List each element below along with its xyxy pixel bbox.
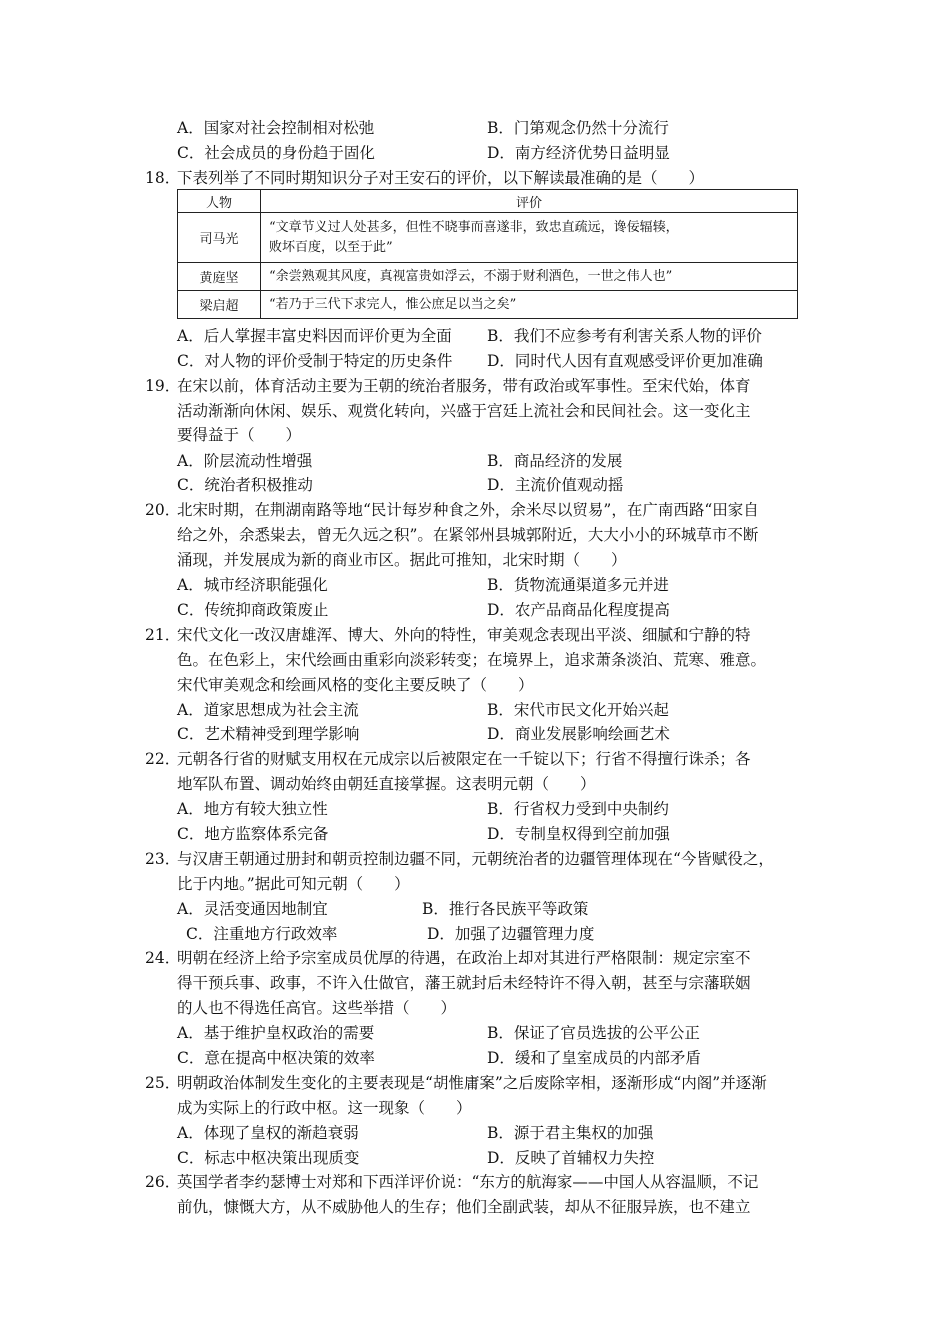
table-header-row (178, 190, 798, 213)
q20-option-d[interactable]: D．农产品商品化程度提高 (487, 601, 670, 619)
q18-option-b[interactable]: B．我们不应参考有利害关系人物的评价 (487, 327, 762, 345)
q18-option-d[interactable]: D．同时代人因有直观感受评价更加准确 (487, 352, 763, 370)
table-row (178, 263, 798, 291)
q23-option-b[interactable]: B．推行各民族平等政策 (422, 900, 589, 918)
q25-option-a[interactable]: A．体现了皇权的渐趋衰弱 (177, 1124, 359, 1142)
q23-stem-line: 比于内地。”据此可知元朝（ ） (177, 875, 410, 893)
q24-stem-line: 明朝在经济上给予宗室成员优厚的待遇，在政治上却对其进行严格限制：规定宗室不 (177, 949, 751, 967)
q20-stem-line: 北宋时期，在荆湖南路等地“民计每岁种食之外，余米尽以贸易”，在广南西路“田家自 (177, 501, 759, 519)
q22-option-a[interactable]: A．地方有较大独立性 (177, 800, 328, 818)
q25-option-c[interactable]: C．标志中枢决策出现质变 (177, 1149, 360, 1167)
q23-option-a[interactable]: A．灵活变通因地制宜 (177, 900, 328, 918)
q25-number: 25． (145, 1074, 181, 1092)
q24-option-b[interactable]: B．保证了官员选拔的公平公正 (487, 1024, 700, 1042)
q21-stem-line: 色。在色彩上，宋代绘画由重彩向淡彩转变；在境界上，追求萧条淡泊、荒寒、雅意。 (177, 651, 767, 669)
q24-option-c[interactable]: C．意在提高中枢决策的效率 (177, 1049, 375, 1067)
q26-stem-line: 前仇，慷慨大方，从不威胁他人的生存；他们全副武装，却从不征服异族，也不建立 (177, 1198, 751, 1216)
q21-option-a[interactable]: A．道家思想成为社会主流 (177, 701, 359, 719)
q23-number: 23． (145, 850, 181, 868)
table-cell-evaluation (261, 291, 798, 319)
evaluation-line: “文章节义过人处甚多，但性不晓事而喜遂非，致忠直疏远，谗佞辐辏， (269, 219, 679, 235)
q24-option-a[interactable]: A．基于维护皇权政治的需要 (177, 1024, 375, 1042)
table-header-person: 人物 (178, 190, 261, 213)
q23-option-c[interactable]: C．注重地方行政效率 (186, 925, 338, 943)
table-cell-person: 黄庭坚 (178, 263, 261, 291)
q19-option-a[interactable]: A．阶层流动性增强 (177, 452, 313, 470)
q18-stem: 下表列举了不同时期知识分子对王安石的评价，以下解读最准确的是（ ） (177, 169, 705, 187)
q24-option-d[interactable]: D．缓和了皇室成员的内部矛盾 (487, 1049, 701, 1067)
q19-option-c[interactable]: C．统治者积极推动 (177, 476, 313, 494)
q21-stem-line: 宋代审美观念和绘画风格的变化主要反映了（ ） (177, 676, 534, 694)
q19-number: 19． (145, 377, 181, 395)
q23-stem-line: 与汉唐王朝通过册封和朝贡控制边疆不同，元朝统治者的边疆管理体现在“今皆赋役之， (177, 850, 774, 868)
table-cell-evaluation (261, 263, 798, 291)
table-cell-person: 司马光 (178, 213, 261, 263)
evaluation-line: “余尝熟观其风度，真视富贵如浮云，不溺于财利酒色，一世之伟人也” (269, 268, 673, 284)
table-row (178, 291, 798, 319)
q24-stem-line: 得干预兵事、政事，不许入仕做官，藩王就封后未经特许不得入朝，甚至与宗藩联姻 (177, 974, 751, 992)
q17-option-d[interactable]: D．南方经济优势日益明显 (487, 144, 670, 162)
table-cell-evaluation (261, 213, 798, 263)
q17-option-a[interactable]: A．国家对社会控制相对松弛 (177, 119, 375, 137)
q19-stem-line: 活动渐渐向休闲、娱乐、观赏化转向，兴盛于宫廷上流社会和民间社会。这一变化主 (177, 402, 751, 420)
q18-number: 18． (145, 169, 181, 187)
q19-option-b[interactable]: B．商品经济的发展 (487, 452, 623, 470)
q21-option-b[interactable]: B．宋代市民文化开始兴起 (487, 701, 669, 719)
q18-option-c[interactable]: C．对人物的评价受制于特定的历史条件 (177, 352, 453, 370)
q19-option-d[interactable]: D．主流价值观动摇 (487, 476, 624, 494)
q26-number: 26． (145, 1173, 181, 1191)
table-row (178, 213, 798, 263)
q21-stem-line: 宋代文化一改汉唐雄浑、博大、外向的特性，审美观念表现出平淡、细腻和宁静的特 (177, 626, 751, 644)
q19-stem-line: 要得益于（ ） (177, 426, 302, 444)
q22-option-d[interactable]: D．专制皇权得到空前加强 (487, 825, 670, 843)
q22-number: 22． (145, 750, 181, 768)
q17-option-b[interactable]: B．门第观念仍然十分流行 (487, 119, 669, 137)
table-header-evaluation: 评价 (261, 190, 798, 213)
q25-option-b[interactable]: B．源于君主集权的加强 (487, 1124, 654, 1142)
q19-stem-line: 在宋以前，体育活动主要为王朝的统治者服务，带有政治或军事性。至宋代始，体育 (177, 377, 751, 395)
q22-option-b[interactable]: B．行省权力受到中央制约 (487, 800, 669, 818)
q23-option-d[interactable]: D．加强了边疆管理力度 (427, 925, 595, 943)
q24-stem-line: 的人也不得选任高官。这些举措（ ） (177, 999, 457, 1017)
evaluation-table (177, 189, 798, 319)
q20-stem-line: 涌现，并发展成为新的商业市区。据此可推知，北宋时期（ ） (177, 551, 627, 569)
q21-option-d[interactable]: D．商业发展影响绘画艺术 (487, 725, 670, 743)
table-cell-person: 梁启超 (178, 291, 261, 319)
evaluation-line: 败坏百度，以至于此” (269, 239, 393, 255)
q21-option-c[interactable]: C．艺术精神受到理学影响 (177, 725, 360, 743)
q20-number: 20． (145, 501, 181, 519)
q20-option-b[interactable]: B．货物流通渠道多元并进 (487, 576, 669, 594)
q17-option-c[interactable]: C．社会成员的身份趋于固化 (177, 144, 375, 162)
q25-option-d[interactable]: D．反映了首辅权力失控 (487, 1149, 655, 1167)
q20-option-a[interactable]: A．城市经济职能强化 (177, 576, 328, 594)
q18-option-a[interactable]: A．后人掌握丰富史料因而评价更为全面 (177, 327, 452, 345)
q21-number: 21． (145, 626, 181, 644)
q25-stem-line: 明朝政治体制发生变化的主要表现是“胡惟庸案”之后废除宰相，逐渐形成“内阁”并逐渐 (177, 1074, 767, 1092)
q25-stem-line: 成为实际上的行政中枢。这一现象（ ） (177, 1099, 472, 1117)
q20-option-c[interactable]: C．传统抑商政策废止 (177, 601, 329, 619)
q26-stem-line: 英国学者李约瑟博士对郑和下西洋评价说：“东方的航海家——中国人从容温顺，不记 (177, 1173, 759, 1191)
q24-number: 24． (145, 949, 181, 967)
evaluation-line: “若乃于三代下求完人，惟公庶足以当之矣” (269, 296, 517, 312)
q22-option-c[interactable]: C．地方监察体系完备 (177, 825, 329, 843)
q22-stem-line: 元朝各行省的财赋支用权在元成宗以后被限定在一千锭以下；行省不得擅行诛杀；各 (177, 750, 751, 768)
q22-stem-line: 地军队布置、调动始终由朝廷直接掌握。这表明元朝（ ） (177, 775, 596, 793)
q20-stem-line: 给之外，余悉粜去，曾无久远之积”。在紧邻州县城郭附近，大大小小的环城草市不断 (177, 526, 759, 544)
